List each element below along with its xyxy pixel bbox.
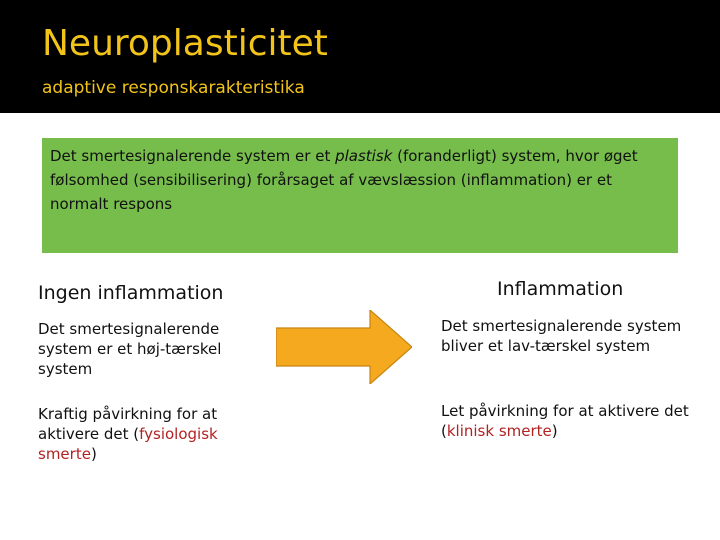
left-column-heading: Ingen inflammation (38, 282, 224, 304)
callout-emphasis: plastisk (335, 147, 393, 165)
right-arrow-icon (276, 310, 412, 384)
right-paragraph-2-highlight: klinisk smerte (446, 422, 552, 440)
left-paragraph-2-highlight: fysiologisk smerte (38, 425, 218, 463)
right-paragraph-1: Det smertesignalerende system bliver et lav-tærskel system (441, 317, 682, 355)
right-paragraph-2 (441, 401, 711, 441)
slide-title: Neuroplasticitet (42, 23, 328, 64)
left-paragraph-2-after: ) (90, 445, 97, 463)
callout-text-after: (foranderligt) system, hvor øget følsomhed (sensibilisering) forårsaget af vævslæssion (inflammation) er et normalt respons (50, 147, 638, 213)
callout-text-before: Det smertesignalerende system er et (50, 147, 336, 165)
right-paragraph-2-before: Let påvirkning for at aktivere det ( (441, 402, 689, 440)
left-paragraph-2-before: Kraftig påvirkning for at aktivere det ( (38, 405, 218, 443)
right-paragraph-2-after: ) (551, 422, 558, 440)
left-paragraph-2 (38, 404, 268, 464)
arrow-shape (276, 310, 412, 384)
left-paragraph-1: Det smertesignalerende system er et høj-tærskel system (38, 320, 222, 378)
definition-callout (42, 138, 678, 253)
right-column-heading: Inflammation (497, 278, 624, 300)
slide-subtitle: adaptive responskarakteristika (42, 78, 305, 98)
title-bar (0, 0, 720, 113)
